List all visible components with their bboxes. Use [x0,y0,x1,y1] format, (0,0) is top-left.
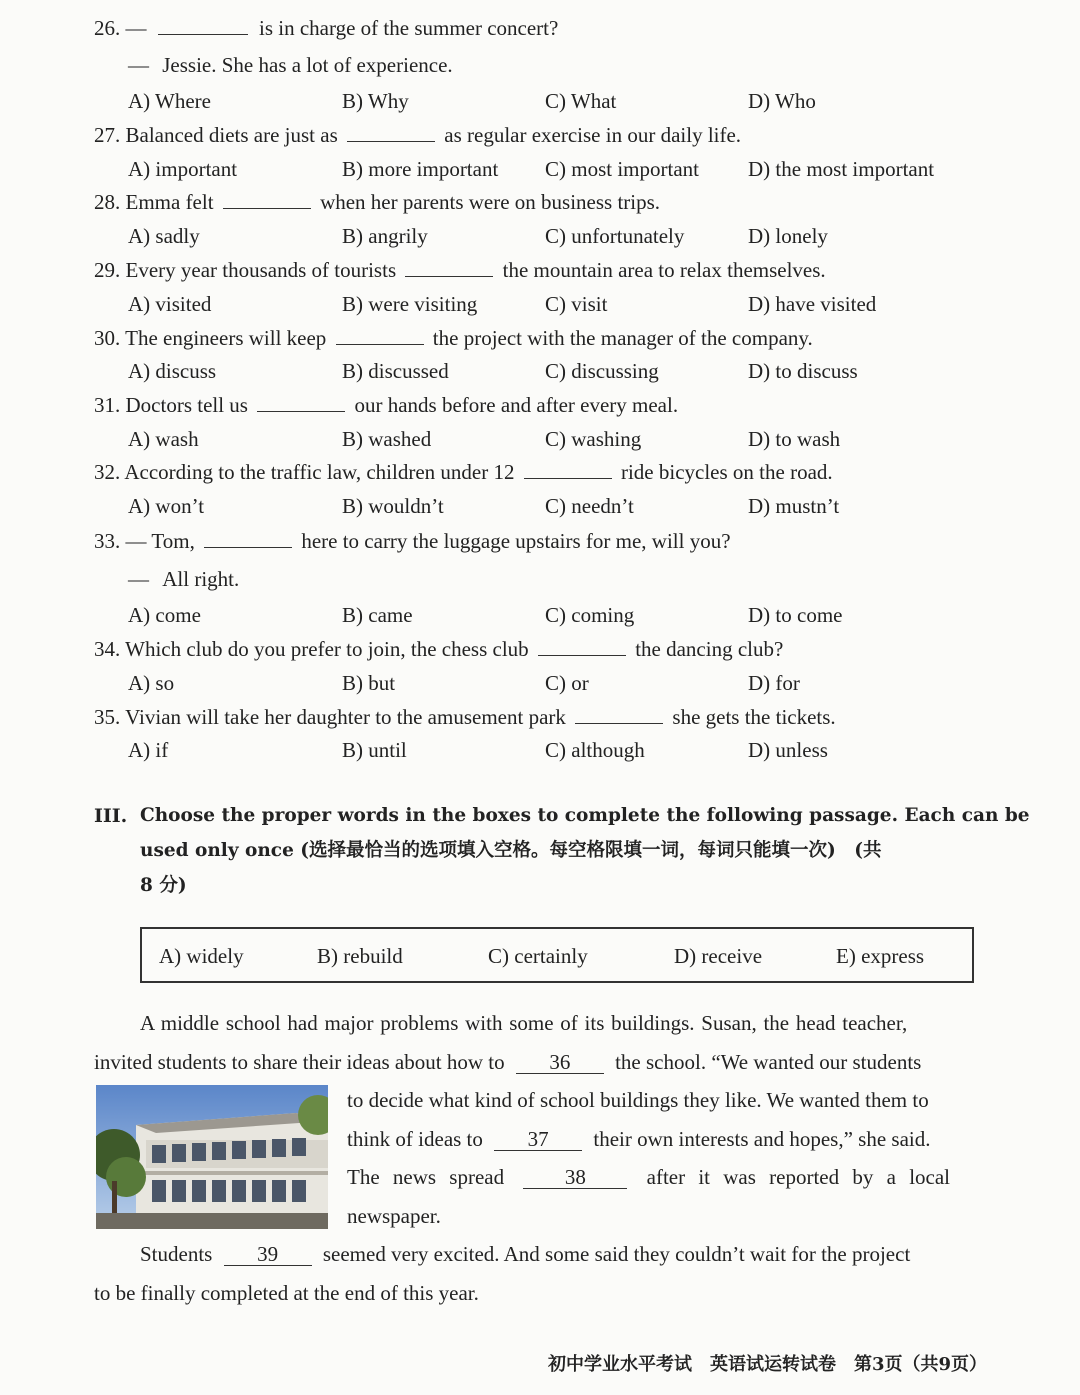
answer-blank[interactable] [223,190,311,209]
question-number: 27. [94,123,121,147]
question-text-after: when her parents were on business trips. [320,190,661,214]
question-text-before: Vivian will take her daughter to the amusement park [125,705,566,729]
option-b[interactable]: B) but [342,671,396,695]
passage-text: Students [140,1242,213,1266]
option-a[interactable]: A) visited [128,292,212,316]
option-b[interactable]: B) came [342,603,413,627]
question-text-after: the dancing club? [635,637,784,661]
option-c[interactable]: C) What [545,89,617,113]
word-option-e[interactable]: E) express [836,944,925,968]
question-number: 31. [94,393,121,417]
option-d[interactable]: D) the most important [748,157,935,181]
question-text-after: here to carry the luggage upstairs for me, will you? [301,529,731,553]
word-option-d[interactable]: D) receive [674,944,763,968]
question-33 [94,528,731,554]
question-text-before: Doctors tell us [125,393,248,417]
question-26 [94,15,558,41]
answer-blank[interactable] [538,637,626,656]
dialog-dash: — [125,529,147,553]
passage-text: The news spread [347,1165,505,1189]
question-text-after: ride bicycles on the road. [620,460,833,484]
passage-line [94,1049,921,1075]
option-b[interactable]: B) washed [342,427,432,451]
question-32 [94,459,833,485]
blank-36[interactable]: 36 [516,1051,604,1074]
option-b[interactable]: B) wouldn’t [342,494,444,518]
option-d[interactable]: D) have visited [748,292,877,316]
question-text-before: According to the traffic law, children under 12 [124,460,515,484]
passage-text: after it was reported by a local [646,1165,951,1189]
option-a[interactable]: A) if [128,738,169,762]
answer-blank[interactable] [524,460,612,479]
question-text-after: the project with the manager of the company. [432,326,813,350]
passage-text: the school. “We wanted our students [615,1050,922,1074]
option-b[interactable]: B) discussed [342,359,449,383]
question-number: 28. [94,190,121,214]
reply-text: Jessie. She has a lot of experience. [162,53,453,77]
question-text-before: The engineers will keep [125,326,327,350]
question-30 [94,325,813,351]
option-c[interactable]: C) visit [545,292,608,316]
word-option-a[interactable]: A) widely [159,944,244,968]
option-a[interactable]: A) come [128,603,201,627]
section-instruction-line1: Choose the proper words in the boxes to complete the following passage. Each can be [140,805,1030,826]
question-number: 26. [94,16,121,40]
passage-line: A middle school had major problems with some of its buildings. Susan, the head teacher, [140,1011,908,1035]
question-number: 29. [94,258,121,282]
option-b[interactable]: B) angrily [342,224,428,248]
question-text-after: our hands before and after every meal. [354,393,679,417]
passage-line: to be finally completed at the end of this year. [94,1281,479,1305]
question-text-before: Every year thousands of tourists [125,258,397,282]
option-c[interactable]: C) or [545,671,589,695]
question-33-reply [128,566,239,592]
dialog-dash: — [125,16,147,40]
question-number: 33. [94,529,121,553]
option-a[interactable]: A) so [128,671,175,695]
question-number: 30. [94,326,121,350]
option-b[interactable]: B) Why [342,89,409,113]
question-29 [94,257,826,283]
section-number: III. [94,805,128,827]
option-c[interactable]: C) most important [545,157,699,181]
dialog-dash: — [128,567,149,591]
option-c[interactable]: C) unfortunately [545,224,685,248]
option-c[interactable]: C) discussing [545,359,659,383]
passage-line: newspaper. [347,1204,441,1228]
passage-text: invited students to share their ideas about how to [94,1050,505,1074]
question-number: 35. [94,705,121,729]
word-box [140,927,974,983]
blank-39[interactable]: 39 [224,1243,312,1266]
section-instruction-line3: 8 分) [140,875,187,896]
school-building-photo [96,1085,328,1229]
option-c[interactable]: C) needn’t [545,494,634,518]
word-option-b[interactable]: B) rebuild [317,944,403,968]
word-option-c[interactable]: C) certainly [488,944,588,968]
passage-line: to decide what kind of school buildings they like. We wanted them to [347,1088,929,1112]
option-c[interactable]: C) washing [545,427,642,451]
option-a[interactable]: A) won’t [128,494,205,518]
option-d[interactable]: D) Who [748,89,816,113]
answer-blank[interactable] [575,705,663,724]
question-26-reply [128,52,453,78]
option-d[interactable]: D) to come [748,603,843,627]
blank-37[interactable]: 37 [494,1128,582,1151]
option-b[interactable]: B) until [342,738,407,762]
answer-blank[interactable] [336,326,424,345]
question-number: 32. [94,460,121,484]
question-text-before: Tom, [151,529,195,553]
passage-line [347,1164,950,1190]
section-instruction-line2: used only once (选择最恰当的选项填入空格。每空格限填一词，每词只能填一次) (共 [140,840,882,861]
question-text-after: the mountain area to relax themselves. [502,258,826,282]
question-number: 34. [94,637,121,661]
option-c[interactable]: C) coming [545,603,635,627]
question-31 [94,392,678,418]
option-d[interactable]: D) lonely [748,224,828,248]
answer-blank[interactable] [204,529,292,548]
answer-blank[interactable] [257,393,345,412]
passage-text: seemed very excited. And some said they couldn’t wait for the project [322,1242,911,1266]
option-a[interactable]: A) sadly [128,224,200,248]
option-a[interactable]: A) Where [128,89,211,113]
option-d[interactable]: D) to wash [748,427,841,451]
option-d[interactable]: D) to discuss [748,359,858,383]
passage-text: their own interests and hopes,” she said. [593,1127,931,1151]
passage-line [140,1241,910,1267]
option-d[interactable]: D) for [748,671,800,695]
question-text-before: Balanced diets are just as [125,123,338,147]
question-text-after: she gets the tickets. [672,705,836,729]
option-d[interactable]: D) unless [748,738,828,762]
passage-line [347,1126,931,1152]
dialog-dash: — [128,53,149,77]
answer-blank[interactable] [158,16,248,35]
reply-text: All right. [162,567,240,591]
question-27 [94,122,741,148]
passage-text: think of ideas to [347,1127,483,1151]
option-a[interactable]: A) wash [128,427,199,451]
question-35 [94,704,836,730]
page-footer: 初中学业水平考试 英语试运转试卷 第3页（共9页） [548,1354,988,1375]
option-b[interactable]: B) more important [342,157,499,181]
option-a[interactable]: A) discuss [128,359,217,383]
option-b[interactable]: B) were visiting [342,292,478,316]
blank-38[interactable]: 38 [523,1166,627,1189]
option-a[interactable]: A) important [128,157,238,181]
question-34 [94,636,783,662]
answer-blank[interactable] [405,258,493,277]
option-d[interactable]: D) mustn’t [748,494,840,518]
answer-blank[interactable] [347,123,435,142]
question-28 [94,189,660,215]
question-text-before: Which club do you prefer to join, the chess club [125,637,529,661]
question-text-after: as regular exercise in our daily life. [444,123,742,147]
option-c[interactable]: C) although [545,738,645,762]
question-text-after: is in charge of the summer concert? [259,16,559,40]
question-text-before: Emma felt [125,190,214,214]
